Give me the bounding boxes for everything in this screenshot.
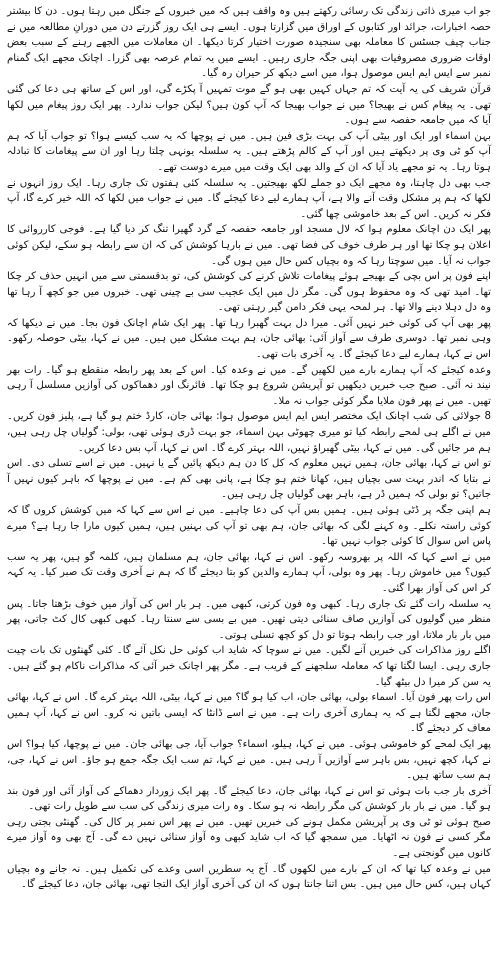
paragraph: بہن اسماء اور ایک اور بیٹی آپ کی بہت بڑی فین ہیں۔ میں نے پوچھا کہ یہ سب کیسے ہوا؟ تو جواب آیا کہ ہم آپ کو ٹی وی پر دیکھتے ہیں اور آپ کے کالم پڑھتے ہیں۔ یہ سلسلہ یونہی چلتا رہا اور ان سے پیغامات کا تبادلہ ہوتا رہا۔ یہ تو مجھے یاد آیا کہ ان کے والد بھی ایک وقت میں میرے دوست تھے۔ — [7, 130, 491, 173]
paragraph: میں نے وعدہ کیا تھا کہ ان کے بارے میں لکھوں گا۔ آج یہ سطریں اسی وعدے کی تکمیل ہیں۔ نہ جانے وہ بچیاں کہاں ہیں، کس حال میں ہیں۔ بس اتنا جانتا ہوں کہ ان کی آخری آواز ایک التجا تھی، بھائی جان، دعا کیجئے گا۔ — [7, 863, 491, 891]
paragraph: صبح ہوئی تو ٹی وی پر آپریشن مکمل ہونے کی خبریں تھیں۔ میں نے پھر اس نمبر پر کال کی۔ گھنٹی بجتی رہی مگر کسی نے فون نہ اٹھایا۔ میں سمجھ گیا کہ اب شاید کبھی وہ آواز سنائی نہیں دے گی۔ آج بھی وہ آواز میرے کانوں میں گونجتی ہے۔ — [7, 816, 491, 860]
paragraph: جو اب میری ذاتی زندگی تک رسائی رکھتے ہیں وہ واقف ہیں کہ میں خبروں کے جنگل میں رہتا ہوں۔ دن کا بیشتر حصہ اخبارات، جرائد اور کتابوں کے اوراق میں گزارتا ہوں۔ ایسے ہی ایک روز گزرتے دن میں دورانِ مطالعہ میں نے جناب چیف جسٹس کا معاملہ بھی سنجیدہ صورت اختیار کرتا دیکھا۔ ان معاملات میں الجھے رہنے کے سبب بعض اوقات ضروری مصروفیات بھی اپنی جگہ جاری رہیں۔ ایسے میں یہ تمام عرصہ بھی گزرا۔ اچانک مجھے ایک گمنام نمبر سے ایس ایم ایس موصول ہوا، میں اسے دیکھ کر حیران رہ گیا۔ — [7, 6, 491, 80]
paragraph: میں نے اسے کہا کہ اللہ پر بھروسہ رکھو۔ اس نے کہا، بھائی جان، ہم مسلمان ہیں، کلمہ گو ہیں، پھر یہ سب کیوں؟ میں خاموش رہا۔ پھر وہ بولی، آپ ہمارے والدین کو بتا دیجئے گا کہ ہم نے آخری وقت تک صبر کیا۔ یہ کہہ کر اس کی آواز بھرا گئی۔ — [7, 551, 491, 594]
paragraph: اپنے فون پر اس بچی کے بھیجے ہوئے پیغامات تلاش کرنے کی کوشش کی، تو بدقسمتی سے میں انہیں حذف کر چکا تھا۔ امید تھی کہ وہ محفوظ ہوں گی۔ مگر دل میں ایک عجیب سی بے چینی تھی۔ خبروں میں جو کچھ آ رہا تھا وہ دل دہلا دینے والا تھا۔ ہر لمحہ یہی فکر دامن گیر رہتی تھی۔ — [7, 271, 491, 314]
paragraph: جب بھی دل چاہتا، وہ مجھے ایک دو جملے لکھ بھیجتیں۔ یہ سلسلہ کئی ہفتوں تک جاری رہا۔ ایک روز انہوں نے لکھا کہ ہم پر مشکل وقت آنے والا ہے، آپ ہمارے لیے دعا کیجئے گا۔ میں نے جواب میں لکھا کہ اللہ خیر کرے گا، آپ فکر نہ کریں۔ اس کے بعد خاموشی چھا گئی۔ — [7, 177, 491, 220]
paragraph: پھر بھی آپ کی کوئی خبر نہیں آئی۔ میرا دل بہت گھبرا رہا تھا۔ پھر ایک شام اچانک فون بجا۔ میں نے دیکھا کہ وہی نمبر تھا۔ دوسری طرف سے آواز آئی: بھائی جان، ہم بہت مشکل میں ہیں۔ میں نے کہا، بیٹی حوصلہ رکھو۔ اس نے کہا، ہمارے لیے دعا کیجئے گا۔ یہ آخری بات تھی۔ — [7, 317, 491, 361]
paragraph: قرآن شریف کی یہ آیت کہ تم جہاں کہیں بھی ہو گے موت تمہیں آ پکڑے گی، اور اس کے ساتھ ہی دعا کی گئی تھی۔ یہ پیغام کس نے بھیجا؟ میں نے جواب بھیجا کہ آپ کون ہیں؟ لیکن جواب ندارد۔ پھر ایک روز پیغام میں لکھا آیا کہ میں جامعہ حفصہ سے ہوں۔ — [7, 83, 491, 127]
paragraph: آخری بار جب بات ہوئی تو اس نے کہا، بھائی جان، دعا کیجئے گا۔ پھر ایک زوردار دھماکے کی آواز آئی اور فون بند ہو گیا۔ میں نے بار بار کوشش کی مگر رابطہ نہ ہو سکا۔ وہ رات میری زندگی کی سب سے طویل رات تھی۔ — [7, 785, 491, 813]
paragraph: تو اس نے کہا، بھائی جان، ہمیں نہیں معلوم کہ کل کا دن ہم دیکھ پائیں گے یا نہیں۔ میں نے اسے تسلی دی۔ اس نے بتایا کہ اندر بہت سی بچیاں ہیں، کھانا ختم ہو چکا ہے، پانی بھی کم ہے۔ میں نے پوچھا کہ باہر کیوں نہیں آ جاتیں؟ تو بولی کہ ہمیں ڈر ہے، باہر بھی گولیاں چل رہی ہیں۔ — [7, 458, 491, 501]
paragraph: پھر ایک دن اچانک معلوم ہوا کہ لال مسجد اور جامعہ حفصہ کے گرد گھیرا تنگ کر دیا گیا ہے۔ فوجی کارروائی کا اعلان ہو چکا تھا اور ہر طرف خوف کی فضا تھی۔ میں نے بارہا کوشش کی کہ ان سے رابطہ ہو سکے، لیکن کوئی جواب نہ آیا۔ میں سوچتا رہا کہ وہ بچیاں کس حال میں ہوں گی۔ — [7, 224, 491, 267]
paragraph: ہم اپنی جگہ پر ڈٹی ہوئی ہیں۔ ہمیں بس آپ کی دعا چاہیے۔ میں نے اس سے کہا کہ میں کوشش کروں گا کہ کوئی راستہ نکلے۔ وہ کہنے لگی کہ بھائی جان، ہم بھی تو آپ کی بہنیں ہیں، ہمیں کیوں مارا جا رہا ہے؟ میرے پاس اس سوال کا کوئی جواب نہیں تھا۔ — [7, 505, 491, 548]
paragraph: یہ سلسلہ رات گئے تک جاری رہا۔ کبھی وہ فون کرتی، کبھی میں۔ ہر بار اس کی آواز میں خوف بڑھتا جاتا۔ پس منظر میں گولیوں کی آوازیں صاف سنائی دیتی تھیں۔ میں بے بسی سے سنتا رہا۔ کبھی کبھی کال کٹ جاتی، پھر میں بار بار ملاتا، اور جب رابطہ ہوتا تو دل کو کچھ تسلی ہوتی۔ — [7, 598, 491, 641]
paragraph: وعدہ کیجئے کہ آپ ہمارے بارے میں لکھیں گے۔ میں نے وعدہ کیا۔ اس کے بعد پھر رابطہ منقطع ہو گیا۔ رات بھر نیند نہ آئی۔ صبح جب خبریں دیکھیں تو آپریشن شروع ہو چکا تھا۔ فائرنگ اور دھماکوں کی آوازیں مسلسل آ رہی تھیں۔ میں نے پھر فون ملایا مگر کوئی جواب نہ ملا۔ — [7, 364, 491, 407]
paragraph: اس رات پھر فون آیا۔ اسماء بولی، بھائی جان، اب کیا ہو گا؟ میں نے کہا، بیٹی، اللہ بہتر کرے گا۔ اس نے کہا، بھائی جان، مجھے لگتا ہے کہ یہ ہماری آخری رات ہے۔ میں نے اسے ڈانٹا کہ ایسی باتیں نہ کرو۔ اس نے کہا، آپ ہمیں معاف کر دیجئے گا۔ — [7, 692, 491, 735]
paragraph: 8 جولائی کی شب اچانک ایک مختصر ایس ایم ایس موصول ہوا: بھائی جان، کارڈ ختم ہو گیا ہے، پلیز فون کریں۔ میں نے اگلے ہی لمحے رابطہ کیا تو میری چھوٹی بہن اسماء، جو بہت ڈری ہوئی تھی، بولی: گولیاں چل رہی ہیں، ہم مر جائیں گی۔ میں نے کہا، بیٹی گھبراؤ نہیں، اللہ بہتر کرے گا۔ اس نے کہا، آپ بس دعا کریں۔ — [7, 411, 491, 454]
paragraph: اگلے روز مذاکرات کی خبریں آنے لگیں۔ میں نے سوچا کہ شاید اب کوئی حل نکل آئے گا۔ کئی گھنٹوں تک بات چیت جاری رہی۔ ایسا لگتا تھا کہ معاملہ سلجھنے کے قریب ہے۔ مگر پھر اچانک خبر آئی کہ مذاکرات ناکام ہو گئے ہیں۔ یہ سن کر میرا دل بیٹھ گیا۔ — [7, 645, 491, 688]
paragraph: پھر ایک لمحے کو خاموشی ہوئی۔ میں نے کہا، ہیلو، اسماء؟ جواب آیا، جی بھائی جان۔ میں نے پوچھا، کیا ہوا؟ اس نے کہا، کچھ نہیں، بس باہر سے آوازیں آ رہی ہیں۔ میں نے کہا، تم سب ایک جگہ جمع ہو جاؤ۔ اس نے کہا، جی، ہم سب ساتھ ہیں۔ — [7, 738, 491, 782]
